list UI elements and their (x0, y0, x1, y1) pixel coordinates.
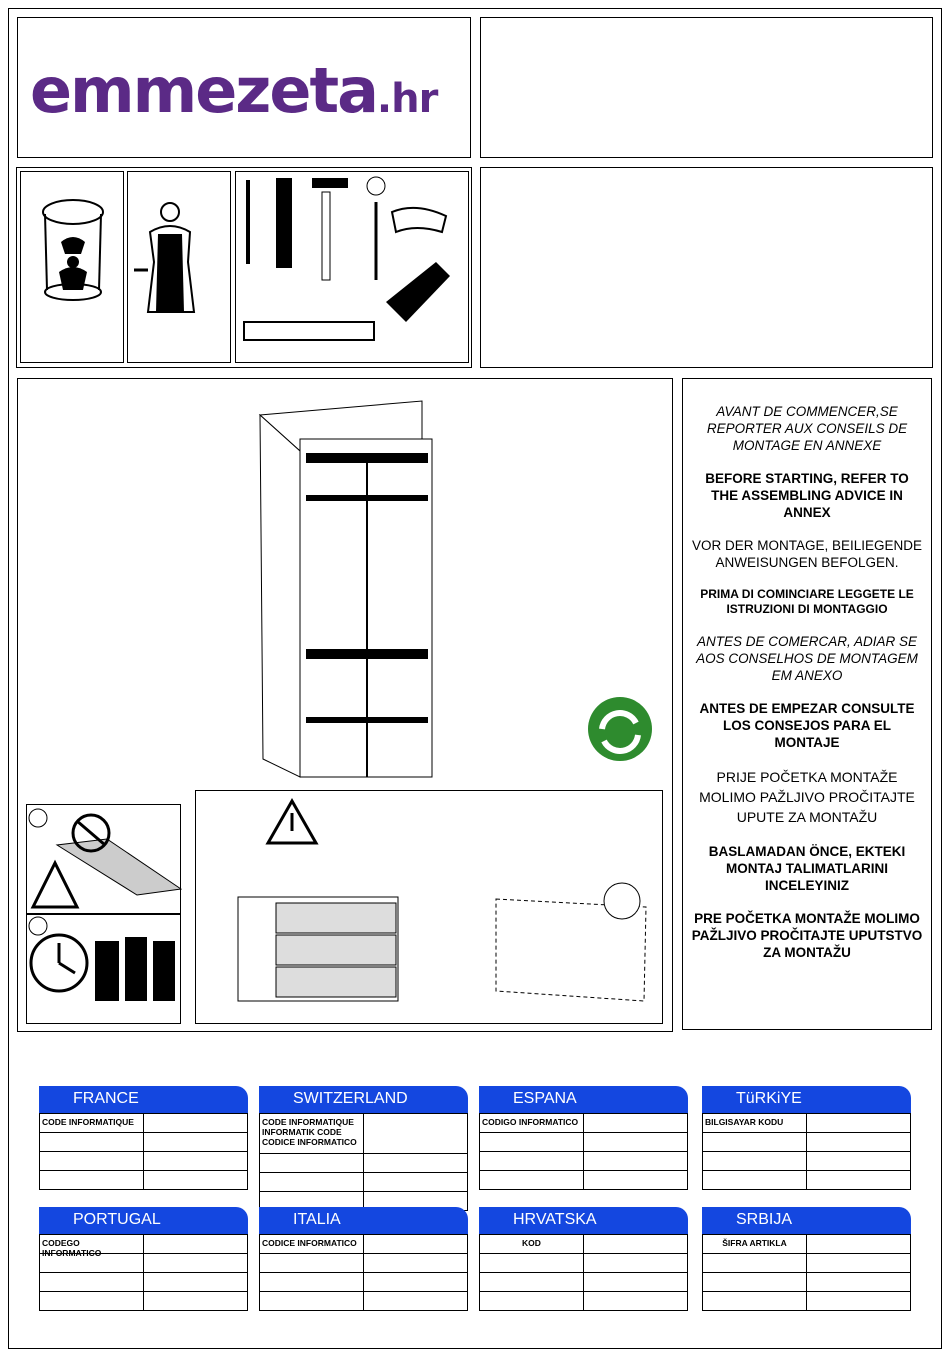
table-row (480, 1291, 687, 1310)
code-label: CODEGO INFORMATICO (42, 1238, 102, 1258)
table-row (40, 1113, 247, 1132)
code-grid (479, 1234, 688, 1311)
table-cell (40, 1273, 143, 1291)
table-cell (143, 1114, 247, 1132)
table-cell (363, 1273, 467, 1291)
country-tab: ITALIA (259, 1207, 468, 1234)
code-label: CODIGO INFORMATICO (482, 1117, 579, 1127)
code-label: KOD (522, 1238, 541, 1248)
advice-italian: PRIMA DI COMINCIARE LEGGETE LE ISTRUZIONI DI MONTAGGIO (700, 587, 914, 616)
country-table-portugal (39, 1207, 248, 1311)
table-row (260, 1234, 467, 1253)
warning-icon (27, 805, 182, 915)
table-row (40, 1234, 247, 1258)
advice-english: BEFORE STARTING, REFER TO THE ASSEMBLING ADVICE IN ANNEX (705, 471, 909, 520)
green-dot-icon (588, 697, 652, 761)
assembly-advice-panel (682, 378, 932, 1030)
table-row (703, 1253, 910, 1272)
code-label: CODE INFORMATIQUE (42, 1117, 134, 1127)
table-cell (703, 1171, 806, 1189)
unpack-warning-panel (26, 804, 181, 914)
table-cell (363, 1173, 467, 1191)
table-row (260, 1272, 467, 1291)
advice-spanish: ANTES DE EMPEZAR CONSULTE LOS CONSEJOS PARA EL MONTAJE (699, 701, 915, 750)
table-cell (260, 1273, 363, 1291)
table-cell (40, 1133, 143, 1151)
table-cell (40, 1292, 143, 1310)
table-row (40, 1151, 247, 1170)
table-cell (583, 1254, 687, 1272)
table-cell (363, 1254, 467, 1272)
table-cell (583, 1133, 687, 1151)
table-cell (143, 1292, 247, 1310)
table-cell (480, 1292, 583, 1310)
safety-illustration-panel (195, 790, 663, 1024)
table-row (480, 1132, 687, 1151)
brand-main: emmezeta (30, 54, 377, 127)
table-cell (806, 1171, 910, 1189)
table-cell (806, 1235, 910, 1253)
advice-turkish: BASLAMADAN ÖNCE, EKTEKI MONTAJ TALIMATLARINI INCELEYINIZ (708, 844, 906, 893)
country-table-italia (259, 1207, 468, 1311)
table-row (703, 1234, 910, 1253)
table-cell (363, 1114, 467, 1153)
table-row (703, 1170, 910, 1189)
table-cell (703, 1254, 806, 1272)
table-cell (480, 1254, 583, 1272)
care-warning-panel (26, 914, 181, 1024)
code-grid (702, 1234, 911, 1311)
code-grid (39, 1234, 248, 1311)
two-person-icon (21, 172, 125, 364)
code-label: ŠIFRA ARTIKLA (722, 1238, 787, 1248)
advice-serbian: PRE POČETKA MONTAŽE MOLIMO PAŽLJIVO PROČITAJTE UPUTSTVO ZA MONTAŽU (691, 911, 923, 960)
table-cell (143, 1254, 247, 1272)
table-cell (143, 1235, 247, 1253)
no-chemicals-icon (95, 937, 175, 1001)
table-cell (40, 1171, 143, 1189)
table-cell (143, 1133, 247, 1151)
table-cell (143, 1171, 247, 1189)
code-label: BILGISAYAR KODU (705, 1117, 784, 1127)
brand-suffix: .hr (376, 76, 438, 122)
table-cell (363, 1292, 467, 1310)
table-row (480, 1170, 687, 1189)
table-cell (40, 1254, 143, 1272)
table-row (40, 1272, 247, 1291)
table-row (480, 1113, 687, 1132)
table-row (260, 1113, 467, 1153)
advice-french: AVANT DE COMMENCER,SE REPORTER AUX CONSEILS DE MONTAGE EN ANNEXE (706, 404, 908, 453)
table-row (480, 1272, 687, 1291)
tools-icon (236, 172, 470, 364)
table-cell (806, 1292, 910, 1310)
table-cell (583, 1292, 687, 1310)
table-row (40, 1291, 247, 1310)
tools-panel (235, 171, 469, 363)
clock-icon (27, 915, 182, 1025)
table-row (40, 1253, 247, 1272)
country-tab: SRBIJA (702, 1207, 911, 1234)
blank-header-box (480, 17, 933, 158)
country-table-france (39, 1086, 248, 1190)
table-cell (806, 1254, 910, 1272)
country-table-srbija (702, 1207, 911, 1311)
table-cell (260, 1154, 363, 1172)
table-row (260, 1291, 467, 1310)
table-cell (703, 1292, 806, 1310)
code-grid (479, 1113, 688, 1190)
table-row (703, 1113, 910, 1132)
table-cell (480, 1171, 583, 1189)
table-cell (703, 1133, 806, 1151)
anti-tip-illustration (196, 791, 664, 1025)
table-cell (583, 1235, 687, 1253)
table-row (480, 1234, 687, 1253)
table-cell (143, 1273, 247, 1291)
table-cell (583, 1171, 687, 1189)
country-table-switzerland (259, 1086, 468, 1211)
country-table-espana (479, 1086, 688, 1190)
table-row (260, 1253, 467, 1272)
code-grid (702, 1113, 911, 1190)
worker-icon (128, 172, 232, 364)
code-grid (259, 1113, 468, 1211)
table-cell (363, 1154, 467, 1172)
table-cell (583, 1114, 687, 1132)
table-row (40, 1170, 247, 1189)
country-tab: FRANCE (39, 1086, 248, 1113)
table-cell (806, 1133, 910, 1151)
advice-portuguese: ANTES DE COMERCAR, ADIAR SE AOS CONSELHOS DE MONTAGEM EM ANEXO (696, 634, 918, 683)
code-grid (259, 1234, 468, 1311)
table-row (480, 1253, 687, 1272)
code-grid (39, 1113, 248, 1190)
brand-logo (30, 54, 437, 127)
country-tab: ESPANA (479, 1086, 688, 1113)
table-cell (260, 1292, 363, 1310)
two-person-panel (20, 171, 124, 363)
table-cell (583, 1273, 687, 1291)
country-table-türkiye (702, 1086, 911, 1190)
table-row (260, 1153, 467, 1172)
table-row (703, 1291, 910, 1310)
table-row (703, 1151, 910, 1170)
table-cell (806, 1114, 910, 1132)
advice-german: VOR DER MONTAGE, BEILIEGENDE ANWEISUNGEN BEFOLGEN. (691, 538, 923, 570)
table-cell (480, 1133, 583, 1151)
table-cell (40, 1152, 143, 1170)
country-tab: SWITZERLAND (259, 1086, 468, 1113)
table-row (260, 1172, 467, 1191)
table-cell (363, 1235, 467, 1253)
table-cell (260, 1173, 363, 1191)
table-cell (583, 1152, 687, 1170)
country-tab: HRVATSKA (479, 1207, 688, 1234)
table-cell (480, 1273, 583, 1291)
logo-box (17, 17, 471, 158)
table-cell (480, 1152, 583, 1170)
table-row (40, 1132, 247, 1151)
table-row (480, 1151, 687, 1170)
wardrobe-illustration (18, 379, 674, 799)
country-table-hrvatska (479, 1207, 688, 1311)
table-row (703, 1272, 910, 1291)
table-cell (806, 1273, 910, 1291)
code-label: CODE INFORMATIQUE INFORMATIK CODE CODICE INFORMATICO (262, 1117, 357, 1147)
table-cell (806, 1152, 910, 1170)
table-row (703, 1132, 910, 1151)
code-label: CODICE INFORMATICO (262, 1238, 357, 1248)
table-cell (143, 1152, 247, 1170)
table-cell (703, 1152, 806, 1170)
worker-panel (127, 171, 231, 363)
country-tab: TüRKiYE (702, 1086, 911, 1113)
table-cell (260, 1254, 363, 1272)
country-tab: PORTUGAL (39, 1207, 248, 1234)
blank-tools-box (480, 167, 933, 368)
table-cell (703, 1273, 806, 1291)
advice-croatian: PRIJE POČETKA MONTAŽE MOLIMO PAŽLJIVO PROČITAJTE UPUTE ZA MONTAŽU (699, 769, 915, 825)
